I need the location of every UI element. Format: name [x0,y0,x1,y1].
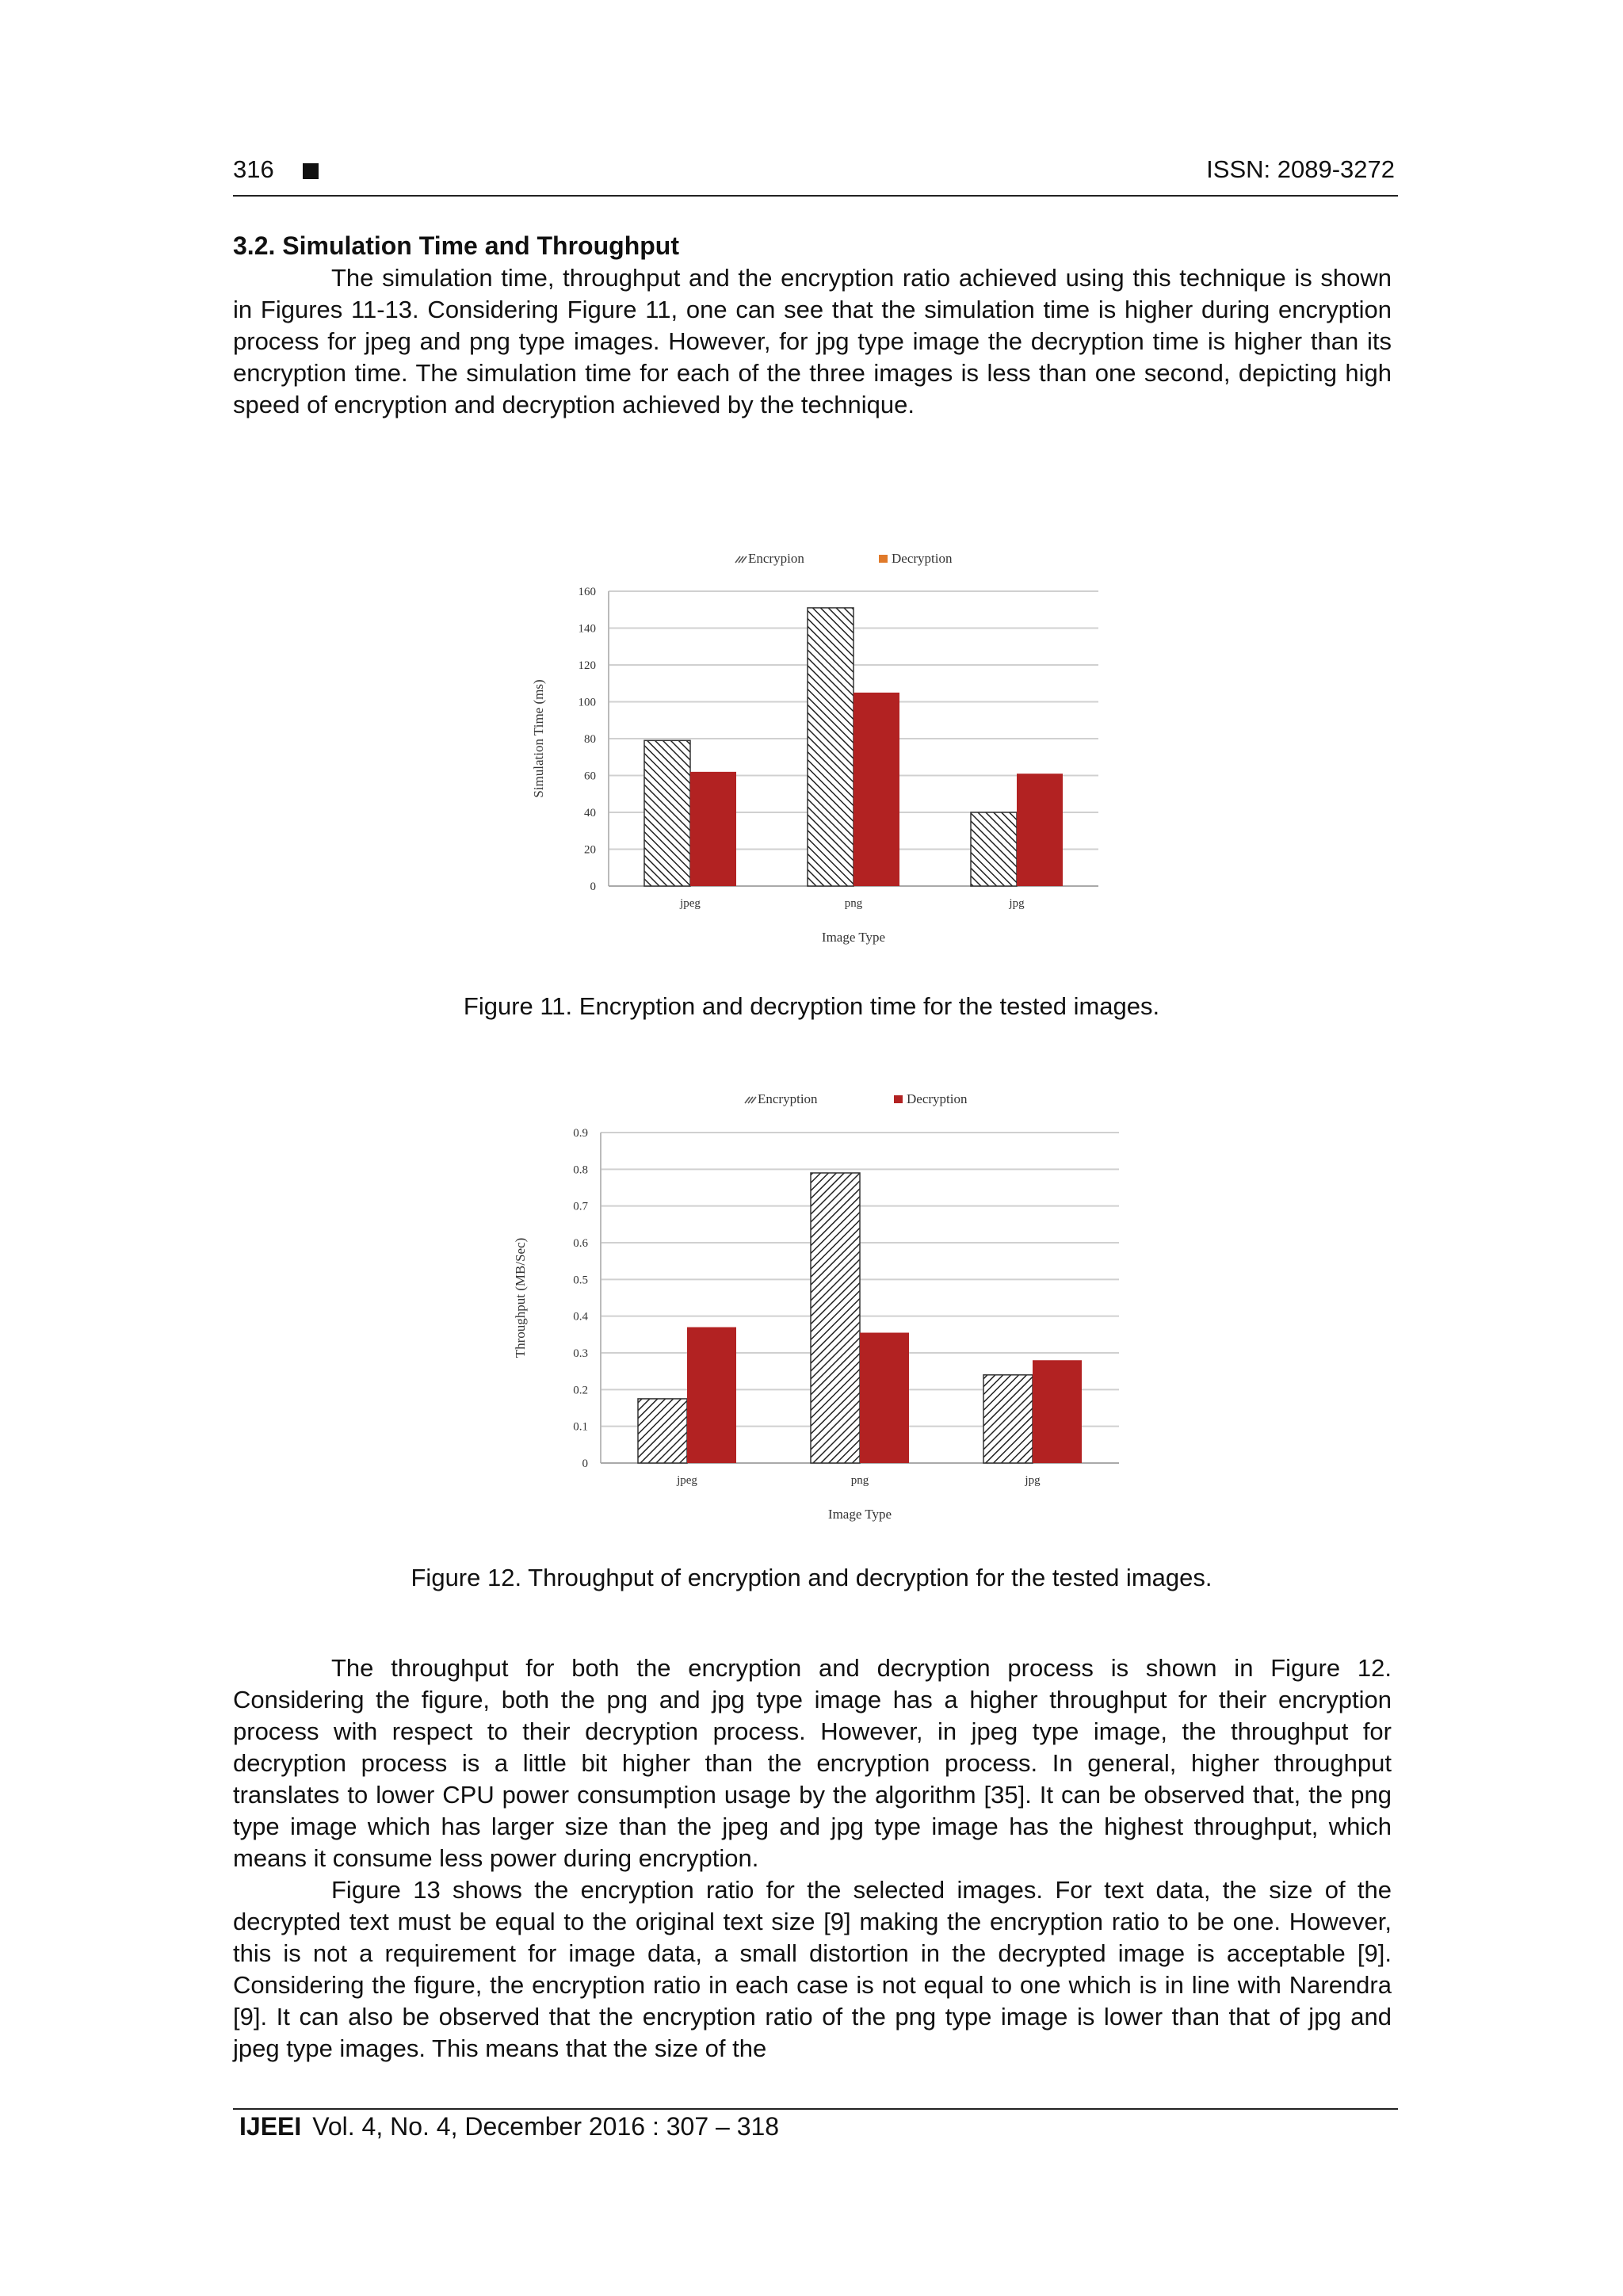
legend-hatch-stroke [735,556,740,563]
paragraph-3: Figure 13 shows the encryption ratio for the selected images. For text data, the size of the decrypted text must be equal to the original text size [9] making the encryption ratio to be one. However, this is not a requirement for image data, a small distortion in the decrypted image is acceptable [9]. Considering the figure, the encryption ratio in each case is not equal to one which is in line with Narendra [9]. It can also be observed that the encryption ratio of the png type image is lower than that of jpg and jpeg type images. This means that the size of the [233,1876,1392,2062]
legend-marker [879,555,888,563]
y-tick-label: 120 [578,659,596,672]
y-tick-label: 0.7 [573,1200,588,1213]
journal-citation: Vol. 4, No. 4, December 2016 : 307 – 318 [312,2112,780,2141]
section-heading: 3.2. Simulation Time and Throughput [233,231,679,260]
y-tick-label: 0.2 [573,1384,588,1397]
y-tick-label: 0.1 [573,1420,588,1434]
legend-label: Decryption [907,1091,968,1106]
decryption-bar [854,693,899,886]
decryption-bar [1033,1360,1082,1463]
legend-label: Encrypion [748,551,804,566]
paragraph-1: The simulation time, throughput and the encryption ratio achieved using this technique is shown in Figures 11-13. Considering Figure 11, one can see that the simulation time is higher during encryption process for jpeg and png type images. However, for jpg type image the decryption time is higher than its encryption time. The simulation time for each of the three images is less than one second, depicting high speed of encryption and decryption achieved by the technique. [233,264,1392,418]
page-number: 316 [233,155,274,183]
legend-hatched-marker-icon [745,1097,756,1103]
legend-hatch-stroke [739,556,743,563]
x-tick-label: jpeg [677,1474,697,1487]
legend-marker [894,1095,903,1103]
legend-label: Decryption [892,551,953,566]
square-bullet-icon [303,163,319,179]
y-tick-label: 140 [578,622,596,636]
x-tick-label: png [844,897,863,910]
y-tick-label: 0.6 [573,1237,588,1250]
y-axis-title: Simulation Time (ms) [531,679,546,798]
y-tick-label: 0 [590,881,596,893]
figure-12-caption: Figure 12. Throughput of encryption and decryption for the tested images. [411,1564,1212,1591]
y-tick-label: 60 [584,770,596,783]
x-tick-label: jpg [1009,897,1025,910]
legend-label: Encryption [758,1091,818,1106]
encryption-bar [808,608,854,886]
x-axis-title: Image Type [821,930,886,945]
y-tick-label: 0 [582,1457,588,1470]
encryption-bar [983,1375,1033,1463]
y-tick-label: 0.9 [573,1127,588,1140]
legend-hatch-stroke [745,1097,750,1103]
footer-rule [233,2108,1398,2110]
y-tick-label: 80 [584,733,596,746]
paragraph-2: The throughput for both the encryption and decryption process is shown in Figure 12. Considering the figure, both the png and jpg type image has a higher throughput for their encryption process with respect to their decryption process. However, in jpeg type image, the throughput for decryption process is a little bit higher than the encryption process. In general, higher throughput translates to lower CPU power consumption usage by the algorithm [35]. It can be observed that, the png type image which has larger size than the jpeg and jpg type image has the highest throughput, which means it consume less power during encryption. [233,1654,1392,1872]
y-axis-title: Throughput (MB/Sec) [513,1237,528,1358]
y-tick-label: 20 [584,843,596,857]
x-tick-label: png [850,1474,869,1487]
page-footer [239,2112,779,2141]
figure-11-caption: Figure 11. Encryption and decryption time for the tested images. [463,992,1160,1020]
y-tick-label: 160 [578,586,596,598]
y-tick-label: 0.8 [573,1163,588,1177]
encryption-bar [638,1399,687,1463]
y-tick-label: 0.4 [573,1310,588,1324]
legend-hatch-stroke [748,1097,753,1103]
encryption-bar [971,812,1017,886]
issn-label: ISSN: 2089-3272 [1206,155,1395,183]
y-tick-label: 40 [584,807,596,819]
decryption-bar [1017,774,1063,886]
y-tick-label: 0.5 [573,1274,588,1287]
y-tick-label: 100 [578,696,596,709]
legend-hatched-marker-icon [735,556,747,563]
page-header [233,152,1398,193]
legend-hatch-stroke [742,556,747,563]
x-tick-label: jpeg [680,897,701,910]
decryption-bar [860,1333,909,1463]
legend-hatch-stroke [751,1097,756,1103]
encryption-bar [644,740,690,886]
x-tick-label: jpg [1025,1474,1041,1487]
decryption-bar [687,1328,736,1463]
encryption-bar [811,1173,860,1463]
decryption-bar [690,772,736,886]
x-axis-title: Image Type [827,1507,892,1522]
y-tick-label: 0.3 [573,1347,588,1360]
journal-name: IJEEI [239,2112,302,2141]
header-rule [233,195,1398,197]
